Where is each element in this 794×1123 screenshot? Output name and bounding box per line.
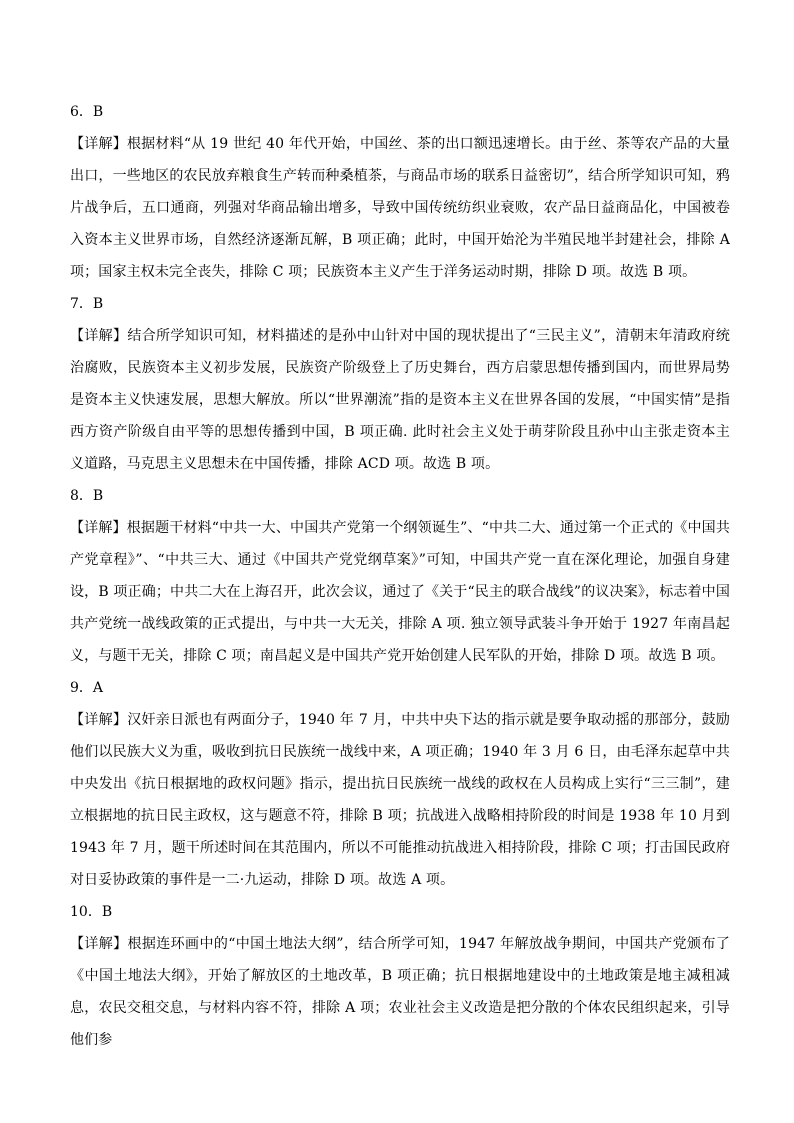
explanation-tag: 【详解】 xyxy=(70,936,128,952)
explanation-text: 根据题干材料“中共一大、中国共产党第一个纲领诞生”、“中共二大、通过第一个正式的《中国共产党章程》”、“中共三大、通过《中国共产党党纲草案》”可知，中国共产党一直在深化理论，加强自身建设，B 项正确；中共二大在上海召开，此次会议，通过了《关于“民主的联合战线”的议决案》，标志着中国共产党统一战线政策的正式提出，与中共一大无关，排除 A 项. 独立领导武装斗争开始于 1927 年南昌起义，与题干无关，排除 C 项；南昌起义是中国共产党开始创建人民军队的开始，排除 D 项。故选 B 项。 xyxy=(70,520,730,664)
explanation-tag: 【详解】 xyxy=(70,712,128,728)
answer-number: 9．A xyxy=(70,680,104,696)
explanation-paragraph xyxy=(70,512,730,672)
explanation-text: 根据材料“从 19 世纪 40 年代开始，中国丝、茶的出口额迅速增长。由于丝、茶等农产品的大量出口，一些地区的农民放弃粮食生产转而种桑植茶，与商品市场的联系日益密切”，结合所学知识可知，鸦片战争后，五口通商，列强对华商品输出增多，导致中国传统纺织业衰败，农产品日益商品化，中国被卷入资本主义世界市场，自然经济逐渐瓦解，B 项正确；此时，中国开始沦为半殖民地半封建社会，排除 A 项；国家主权未完全丧失，排除 C 项；民族资本主义产生于洋务运动时期，排除 D 项。故选 B 项。 xyxy=(70,136,730,280)
answer-item-6 xyxy=(70,96,730,288)
explanation-text: 结合所学知识可知，材料描述的是孙中山针对中国的现状提出了“三民主义”，清朝末年清政府统治腐败，民族资本主义初步发展，民族资产阶级登上了历史舞台，西方启蒙思想传播到国内，而世界局势是资本主义快速发展，思想大解放。所以“世界潮流”指的是资本主义在世界各国的发展，“中国实情”是指西方资产阶级自由平等的思想传播到中国，B 项正确. 此时社会主义处于萌芽阶段且孙中山主张走资本主义道路，马克思主义思想未在中国传播，排除 ACD 项。故选 B 项。 xyxy=(70,328,730,472)
explanation-paragraph xyxy=(70,928,730,1056)
answer-number: 10．B xyxy=(70,904,113,920)
explanation-text: 根据连环画中的“中国土地法大纲”，结合所学可知，1947 年解放战争期间，中国共产党颁布了《中国土地法大纲》，开始了解放区的土地改革，B 项正确；抗日根据地建设中的土地政策是地主减租减息，农民交租交息，与材料内容不符，排除 A 项；农业社会主义改造是把分散的个体农民组织起来，引导他们参 xyxy=(70,936,730,1048)
explanation-tag: 【详解】 xyxy=(70,328,128,344)
answer-item-9 xyxy=(70,672,730,896)
answer-item-8 xyxy=(70,480,730,672)
answer-number: 7．B xyxy=(70,296,104,312)
answer-item-7 xyxy=(70,288,730,480)
explanation-paragraph xyxy=(70,320,730,480)
answer-explanations xyxy=(70,96,730,1056)
answer-number: 8．B xyxy=(70,488,104,504)
explanation-tag: 【详解】 xyxy=(70,136,127,152)
explanation-paragraph xyxy=(70,704,730,896)
explanation-text: 汉奸亲日派也有两面分子，1940 年 7 月，中共中央下达的指示就是要争取动摇的那部分，鼓励他们以民族大义为重，吸收到抗日民族统一战线中来，A 项正确；1940 年 3 月 6 日，由毛泽东起草中共中央发出《抗日根据地的政权问题》指示，提出抗日民族统一战线的政权在人员构成上实行“三三制”，建立根据地的抗日民主政权，这与题意不符，排除 B 项；抗战进入战略相持阶段的时间是 1938 年 10 月到 1943 年 7 月，题干所述时间在其范围内，所以不可能推动抗战进入相持阶段，排除 C 项；打击国民政府对日妥协政策的事件是一二·九运动，排除 D 项。故选 A 项。 xyxy=(70,712,730,888)
explanation-tag: 【详解】 xyxy=(70,520,127,536)
answer-number: 6．B xyxy=(70,104,104,120)
answer-item-10 xyxy=(70,896,730,1056)
explanation-paragraph xyxy=(70,128,730,288)
